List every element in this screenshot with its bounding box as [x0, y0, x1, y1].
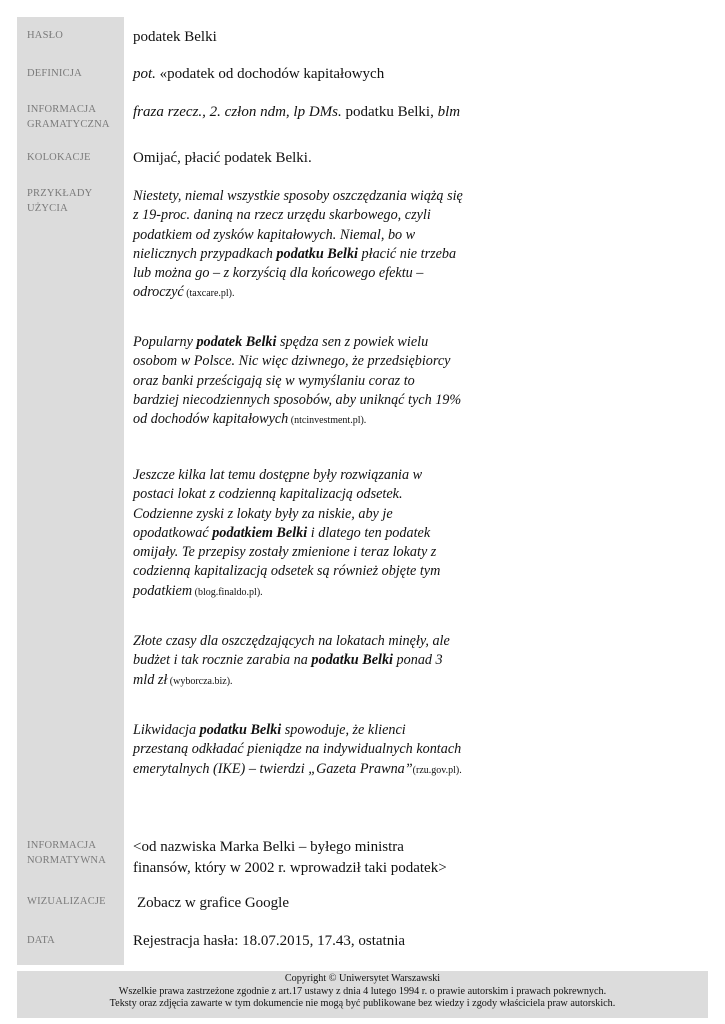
example-4: Złote czasy dla oszczędzających na lokatach minęły, ale budżet i tak rocznie zarabia na podatku Belki ponad 3 mld zł (wyborcza.biz).	[133, 633, 450, 688]
example-keyword: podatkiem Belki	[212, 524, 308, 541]
example-source: (rzu.gov.pl).	[412, 764, 462, 776]
example-source: (ntcinvestment.pl).	[288, 415, 367, 427]
definition-prefix: pot.	[133, 66, 156, 82]
grammar-italic-suffix: blm	[437, 104, 461, 120]
grammar-info	[133, 102, 460, 123]
label-data: DATA	[27, 935, 55, 946]
label-line: NORMATYWNA	[27, 855, 106, 866]
example-5: Likwidacja podatku Belki spowoduje, że klienci przestaną odkładać pieniądze na indywidualnych kontach emerytalnych (IKE) – twierdzi „Gazeta Prawna”(rzu.gov.pl).	[133, 722, 462, 777]
example-source: (blog.finaldo.pl).	[192, 586, 263, 598]
example-keyword: podatku Belki	[199, 722, 282, 738]
grammar-italic: fraza rzecz., 2. człon ndm, lp DMs.	[133, 104, 342, 120]
rights-line: Wszelkie prawa zastrzeżone zgodnie z art.17 ustawy z dnia 4 lutego 1994 r. o prawie autorskim i prawach pokrewnych.	[118, 985, 607, 997]
example-source: (wyborcza.biz).	[167, 675, 233, 687]
copyright-line: Copyright © Uniwersytet Warszawski	[284, 973, 441, 984]
example-keyword: podatku Belki	[311, 652, 393, 669]
rights-line: Teksty oraz zdjęcia zawarte w tym dokumencie nie mogą być publikowane bez wiedzy i zgody właściciela praw autorskich.	[109, 998, 616, 1010]
example-2: Popularny podatek Belki spędza sen z powiek wielu osobom w Polsce. Nic więc dziwnego, że przedsiębiorcy oraz banki prześcigają się w wymyślaniu coraz to bardziej niecodziennych sposobów, aby uniknąć tych 19% od dochodów kapitałowych (ntcinvestment.pl).	[133, 334, 462, 428]
label-haslo: HASŁO	[27, 30, 64, 41]
label-przyklady-uzycia	[27, 186, 123, 216]
label-line: PRZYKŁADY	[27, 188, 93, 199]
collocations: Omijać, płacić podatek Belki.	[133, 150, 312, 166]
label-kolokacje: KOLOKACJE	[27, 152, 91, 163]
label-line: INFORMACJA	[27, 104, 97, 115]
headword: podatek Belki	[133, 29, 217, 45]
normative-info: <od nazwiska Marka Belki – byłego ministra finansów, który w 2002 r. wprowadził taki podatek>	[133, 839, 447, 876]
registration-date: Rejestracja hasła: 18.07.2015, 17.43, ostatnia	[133, 933, 406, 949]
label-line: UŻYCIA	[27, 203, 68, 214]
example-3: Jeszcze kilka lat temu dostępne były rozwiązania w postaci lokat z codzienną kapitalizacją odsetek. Codzienne zyski z lokaty były za niskie, aby je opodatkować podatkiem Belki i dlatego ten podatek omijały. Te przepisy zostały zmienione i teraz lokaty z codzienną kapitalizacją odsetek są również objęte tym podatkiem (blog.finaldo.pl).	[133, 467, 441, 599]
example-keyword: podatek Belki	[196, 334, 277, 350]
google-images-link[interactable]: Zobacz w grafice Google	[137, 895, 290, 911]
label-line: GRAMATYCZNA	[27, 119, 110, 130]
definition	[133, 64, 384, 85]
label-informacja-normatywna	[27, 838, 123, 868]
label-wizualizacje: WIZUALIZACJE	[27, 896, 106, 907]
example-1: Niestety, niemal wszystkie sposoby oszczędzania wiążą się z 19-proc. daniną na rzecz urzędu skarbowego, czyli podatkiem od zysków kapitałowych. Niemal, bo w nielicznych przypadkach podatku Belki płacić nie trzeba lub można go – z korzyścią dla końcowego efektu – odroczyć (taxcare.pl).	[133, 188, 463, 301]
grammar-normal: podatku Belki,	[341, 104, 438, 120]
label-informacja-gramatyczna	[27, 102, 123, 132]
example-keyword: podatku Belki	[276, 245, 358, 262]
definition-text: «podatek od dochodów kapitałowych	[155, 66, 385, 82]
label-definicja: DEFINICJA	[27, 68, 82, 79]
copyright-footer	[17, 971, 708, 1018]
label-line: INFORMACJA	[27, 840, 97, 851]
example-source: (taxcare.pl).	[183, 288, 235, 300]
